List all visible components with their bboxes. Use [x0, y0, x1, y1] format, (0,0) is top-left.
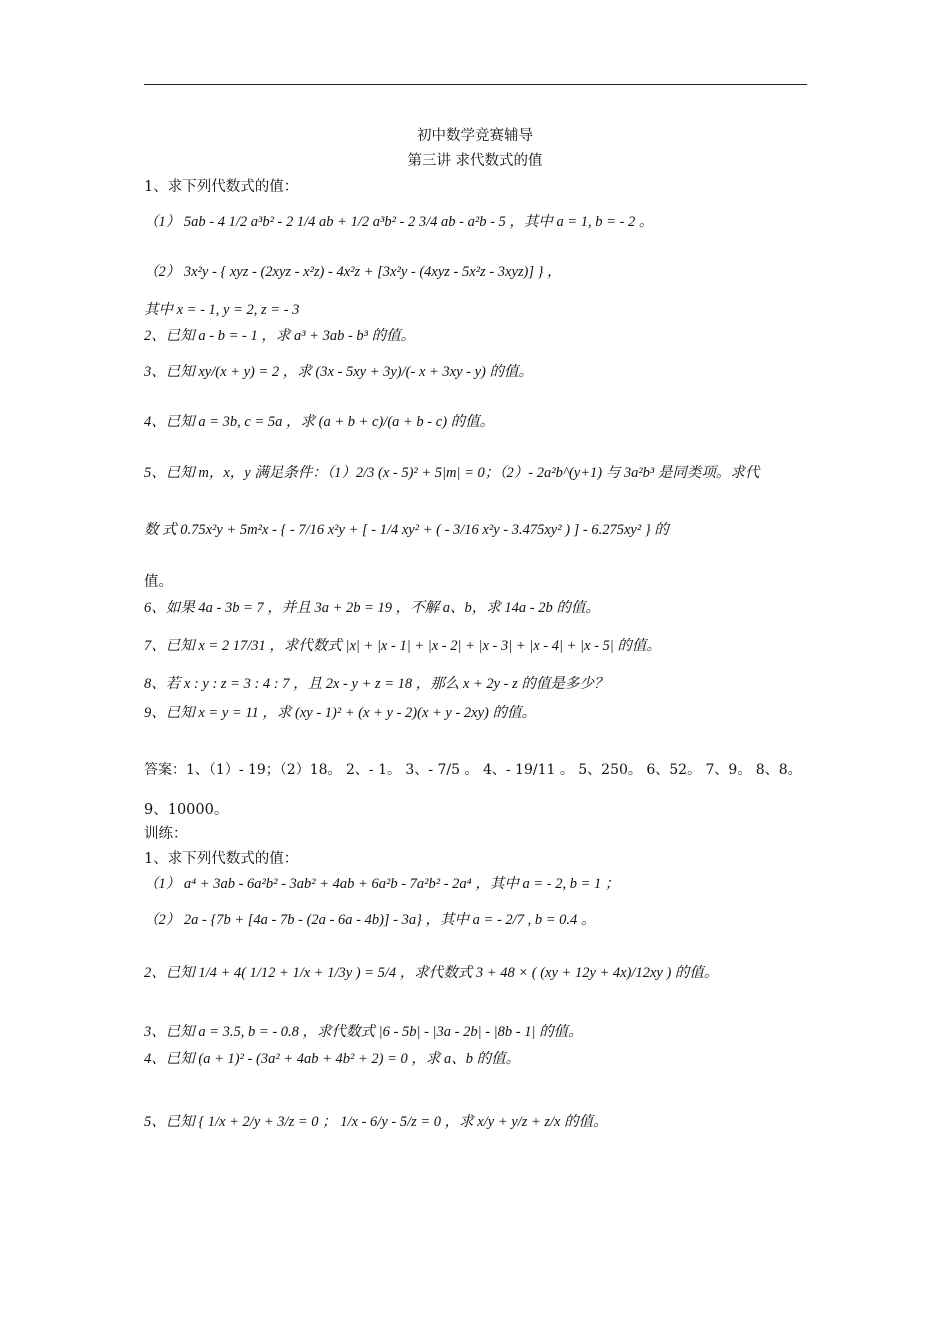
problem-5: 5、已知 m，x，y 满足条件：（1）2/3 (x - 5)² + 5|m| = 0；（2）- 2a²b^(y+1) 与 3a²b³ 是同类项。求代: [144, 465, 760, 481]
problem-5-expression: 数 式 0.75x²y + 5m²x - { - 7/16 x²y + [ - 1/4 xy² + ( - 3/16 x²y - 3.475xy² ) ] - 6.275xy² } 的: [144, 522, 669, 538]
problem-5-end: 值。: [144, 574, 173, 590]
practice-heading: 训练：: [144, 826, 188, 842]
problem-7: 7、已知 x = 2 17/31 ，求代数式 |x| + |x - 1| + |x - 2| + |x - 3| + |x - 4| + |x - 5| 的值。: [144, 638, 661, 654]
answers-continued: 9、10000。: [144, 802, 229, 818]
practice-1-heading: 1、求下列代数式的值：: [144, 851, 299, 867]
practice-1-part-1: （1） a⁴ + 3ab - 6a²b² - 3ab² + 4ab + 6a²b - 7a²b² - 2a⁴ ，其中 a = - 2, b = 1 ；: [144, 876, 620, 892]
practice-2: 2、已知 1/4 + 4( 1/12 + 1/x + 1/3y ) = 5/4 ，求代数式 3 + 48 × ( (xy + 12y + 4x)/12xy ) 的值。: [144, 965, 719, 981]
problem-3: 3、已知 xy/(x + y) = 2 ，求 (3x - 5xy + 3y)/(- x + 3xy - y) 的值。: [144, 364, 534, 380]
problem-1-part-1: （1） 5ab - 4 1/2 a³b² - 2 1/4 ab + 1/2 a³b² - 2 3/4 ab - a²b - 5 ，其中 a = 1, b = - 2 。: [144, 214, 654, 230]
problem-9: 9、已知 x = y = 11 ，求 (xy - 1)² + (x + y - 2)(x + y - 2xy) 的值。: [144, 705, 537, 721]
problem-2: 2、已知 a - b = - 1 ，求 a³ + 3ab - b³ 的值。: [144, 328, 416, 344]
practice-3: 3、已知 a = 3.5, b = - 0.8 ，求代数式 |6 - 5b| - |3a - 2b| - |8b - 1| 的值。: [144, 1024, 583, 1040]
problem-6: 6、如果 4a - 3b = 7 ，并且 3a + 2b = 19 ，不解 a、b，求 14a - 2b 的值。: [144, 600, 600, 616]
problem-8: 8、若 x : y : z = 3 : 4 : 7 ，且 2x - y + z = 18 ，那么 x + 2y - z 的值是多少？: [144, 676, 609, 692]
answers: 答案：1、（1）- 19；（2）18。 2、- 1。 3、- 7/5 。 4、- 19/11 。 5、250。 6、52。 7、9。 8、8。: [144, 762, 802, 778]
practice-1-part-2: （2） 2a - {7b + [4a - 7b - (2a - 6a - 4b)] - 3a} ，其中 a = - 2/7 , b = 0.4 。: [144, 912, 596, 928]
problem-1-heading: 1、求下列代数式的值：: [144, 179, 299, 195]
document-title: 初中数学竞赛辅导: [417, 128, 533, 144]
problem-4: 4、已知 a = 3b, c = 5a ，求 (a + b + c)/(a + b - c) 的值。: [144, 414, 495, 430]
problem-1-part-2-values: 其中 x = - 1, y = 2, z = - 3: [144, 302, 300, 318]
practice-5: 5、已知 { 1/x + 2/y + 3/z = 0 ； 1/x - 6/y - 5/z = 0 ，求 x/y + y/z + z/x 的值。: [144, 1114, 608, 1130]
document-subtitle: 第三讲 求代数式的值: [407, 153, 543, 169]
practice-4: 4、已知 (a + 1)² - (3a² + 4ab + 4b² + 2) = 0 ，求 a、b 的值。: [144, 1051, 521, 1067]
problem-1-part-2: （2） 3x²y - { xyz - (2xyz - x²z) - 4x²z + [3x²y - (4xyz - 5x²z - 3xyz)] } ，: [144, 264, 562, 280]
header-rule: [144, 84, 807, 85]
